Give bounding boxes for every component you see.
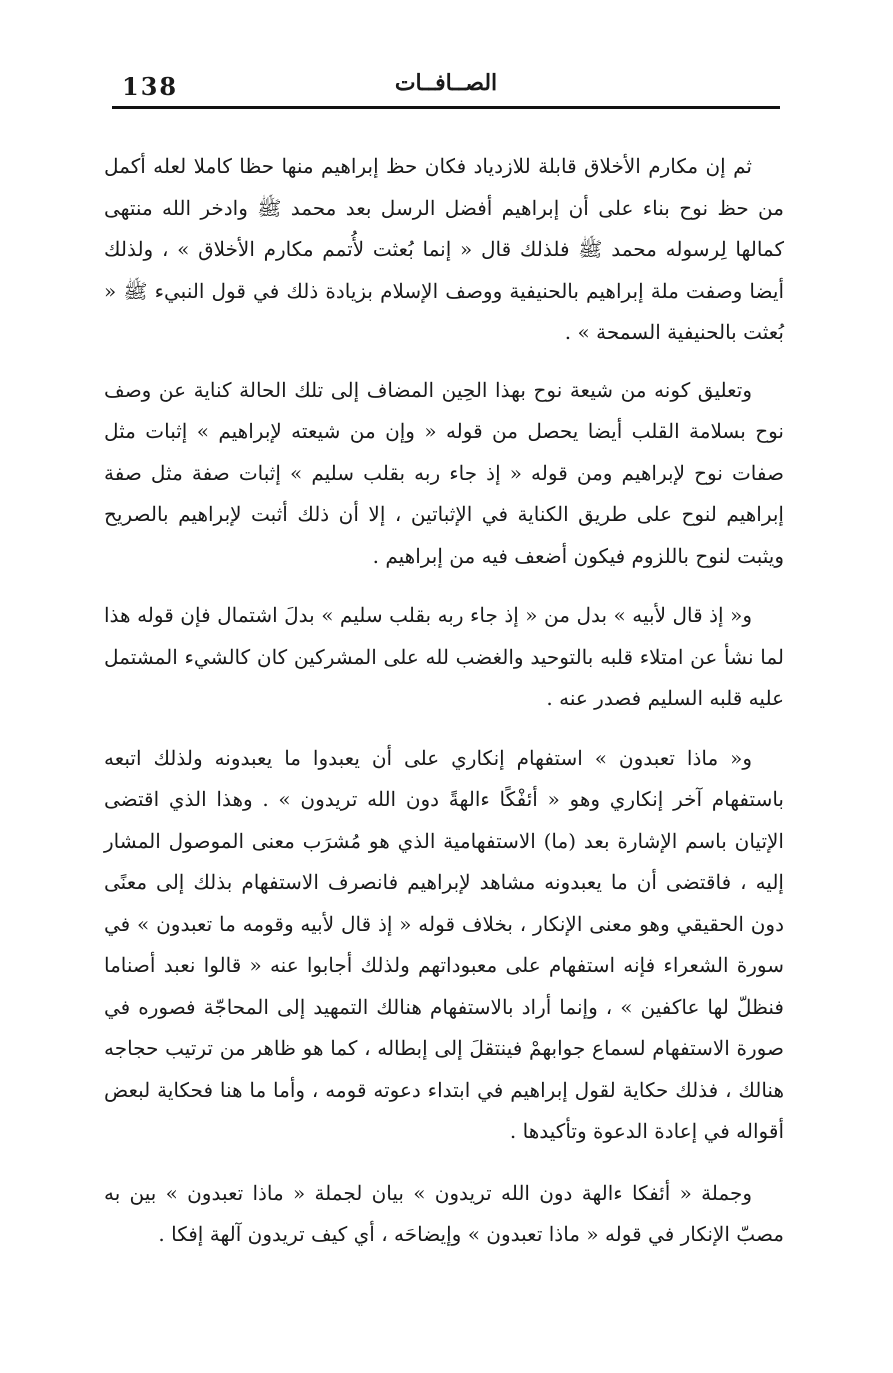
running-title: الصــافــات xyxy=(394,70,498,96)
paragraph: و« ماذا تعبدون » استفهام إنكاري على أن يعبدوا ما يعبدونه ولذلك اتبعه باستفهام آخر إنكاري وهو « أئفْكًا ءالهةً دون الله تريدون » . وهذا الذي اقتضى الإتيان باسم الإشارة بعد (ما) الاستفهامية الذي هو مُشرَب معنى الموصول المشار إليه ، فاقتضى أن ما يعبدونه مشاهد لإبراهيم فانصرف الاستفهام بذلك إلى معنًى دون الحقيقي وهو معنى الإنكار ، بخلاف قوله « إذ قال لأبيه وقومه ما تعبدون » في سورة الشعراء فإنه استفهام على معبوداتهم ولذلك أجابوا عنه « قالوا نعبد أصناما فنظلّ لها عاكفين » ، وإنما أراد بالاستفهام هنالك التمهيد إلى المحاجّة فصوره في صورة الاستفهام لسماع جوابهمْ فينتقلَ إلى إبطاله ، كما هو ظاهر من ترتيب حجاجه هنالك ، فذلك حكاية لقول إبراهيم في ابتداء دعوته قومه ، وأما ما هنا فحكاية لبعض أقواله في إعادة الدعوة وتأكيدها . xyxy=(104,745,784,1143)
body-text xyxy=(104,146,784,1276)
paragraph: و« إذ قال لأبيه » بدل من « إذ جاء ربه بقلب سليم » بدلَ اشتمال فإن قوله هذا لما نشأ عن امتلاء قلبه بالتوحيد والغضب لله على المشركين كان كالشيء المشتمل عليه قلبه السليم فصدر عنه . xyxy=(104,603,784,710)
page-number: 138 xyxy=(122,72,179,101)
paragraph: ثم إن مكارم الأخلاق قابلة للازدياد فكان حظ إبراهيم منها حظا كاملا لعله أكمل من حظ نوح بناء على أن إبراهيم أفضل الرسل بعد محمد ﷺ وادخر الله منتهى كمالها لِرسوله محمد ﷺ فلذلك قال « إنما بُعثت لأُتمم مكارم الأخلاق » ، ولذلك أيضا وصفت ملة إبراهيم بالحنيفية ووصف الإسلام بزيادة ذلك في قول النبيء ﷺ « بُعثت بالحنيفية السمحة » . xyxy=(104,154,784,344)
paragraph: وجملة « أئفكا ءالهة دون الله تريدون » بيان لجملة « ماذا تعبدون » بين به مصبّ الإنكار في قوله « ماذا تعبدون » وإيضاحَه ، أي كيف تريدون آلهة إفكا . xyxy=(104,1180,784,1246)
page-header xyxy=(112,68,780,104)
header-rule xyxy=(112,106,780,109)
paragraph: وتعليق كونه من شيعة نوح بهذا الحِين المضاف إلى تلك الحالة كناية عن وصف نوح بسلامة القلب أيضا يحصل من قوله « وإن من شيعته لإبراهيم » إثبات مثل صفات نوح لإبراهيم ومن قوله « إذ جاء ربه بقلب سليم » إثبات صفة مثل صفة إبراهيم لنوح على طريق الكناية في الإثباتين ، إلا أن ذلك أثبت لإبراهيم بالصريح ويثبت لنوح باللزوم فيكون أضعف فيه من إبراهيم . xyxy=(104,377,785,568)
